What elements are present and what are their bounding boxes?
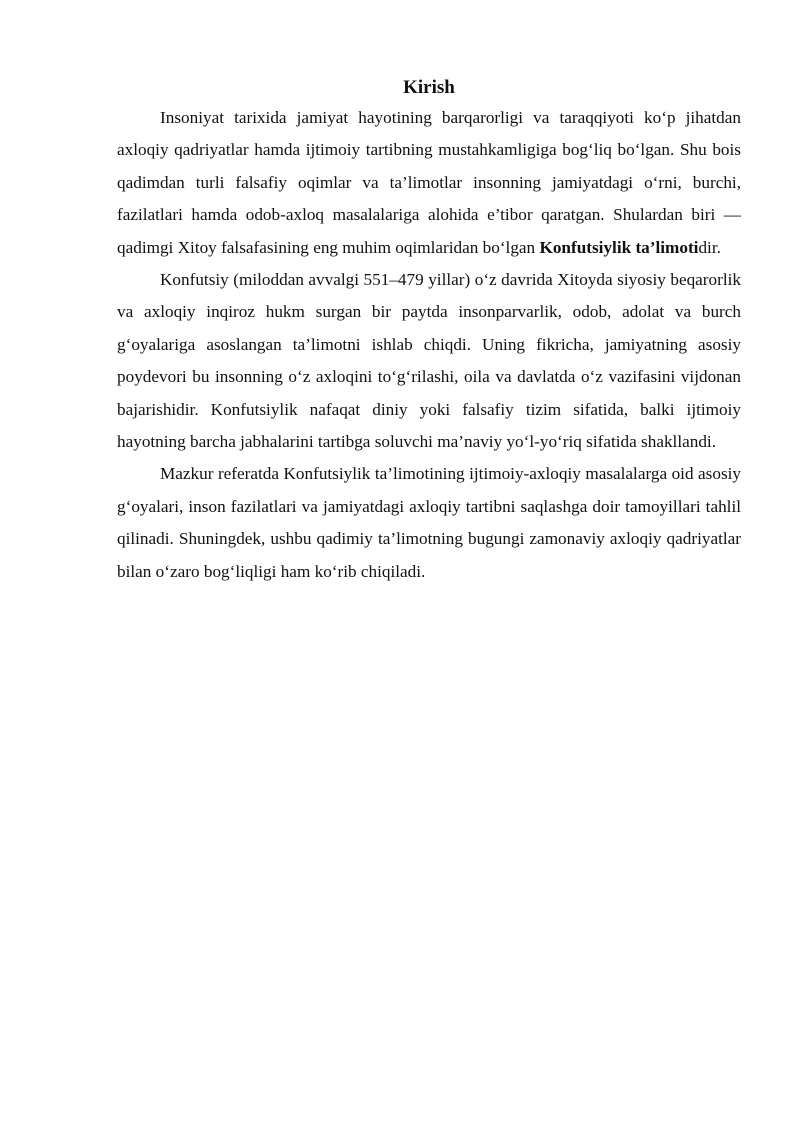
paragraph-konfutsiy: Konfutsiy (miloddan avvalgi 551–479 yillar) o‘z davrida Xitoyda siyosiy beqarorlik va axloqiy inqiroz hukm surgan bir paytda insonparvarlik, odob, adolat va burch g‘oyalariga asoslangan ta’limotni ishlab chiqdi. Uning fikricha, jamiyatning asosiy poydevori bu insonning o‘z axloqini to‘g‘rilashi, oila va davlatda o‘z vazifasini vijdonan bajarishidir. Konfutsiylik nafaqat diniy yoki falsafiy tizim sifatida, balki ijtimoiy hayotning barcha jabhalarini tartibga soluvchi ma’naviy yo‘l-yo‘riq sifatida shakllandi. (117, 270, 741, 452)
paragraph-intro-suffix: dir. (698, 237, 721, 257)
paragraph-referat-goal: Mazkur referatda Konfutsiylik ta’limotining ijtimoiy-axloqiy masalalarga oid asosiy g‘oyalari, inson fazilatlari va jamiyatdagi axloqiy tartibni saqlashga doir tamoyillari tahlil qilinadi. Shuningdek, ushbu qadimiy ta’limotning bugungi zamonaviy axloqiy qadriyatlar bilan o‘zaro bog‘liqligi ham ko‘rib chiqiladi. (117, 464, 741, 581)
paragraph-intro (117, 102, 741, 264)
page-title: Kirish (403, 77, 455, 98)
bold-term-konfutsiylik: Konfutsiylik ta’limoti (539, 237, 699, 257)
document-body (117, 76, 741, 588)
paragraph-intro-text: Insoniyat tarixida jamiyat hayotining barqarorligi va taraqqiyoti ko‘p jihatdan axloqiy qadriyatlar hamda ijtimoiy tartibning mustahkamligiga bog‘liq bo‘lgan. Shu bois qadimdan turli falsafiy oqimlar va ta’limotlar insonning jamiyatdagi o‘rni, burchi, fazilatlari hamda odob-axloq masalalariga alohida e’tibor qaratgan. Shulardan biri — qadimgi Xitoy falsafasining eng muhim oqimlaridan bo‘lgan (117, 108, 741, 257)
